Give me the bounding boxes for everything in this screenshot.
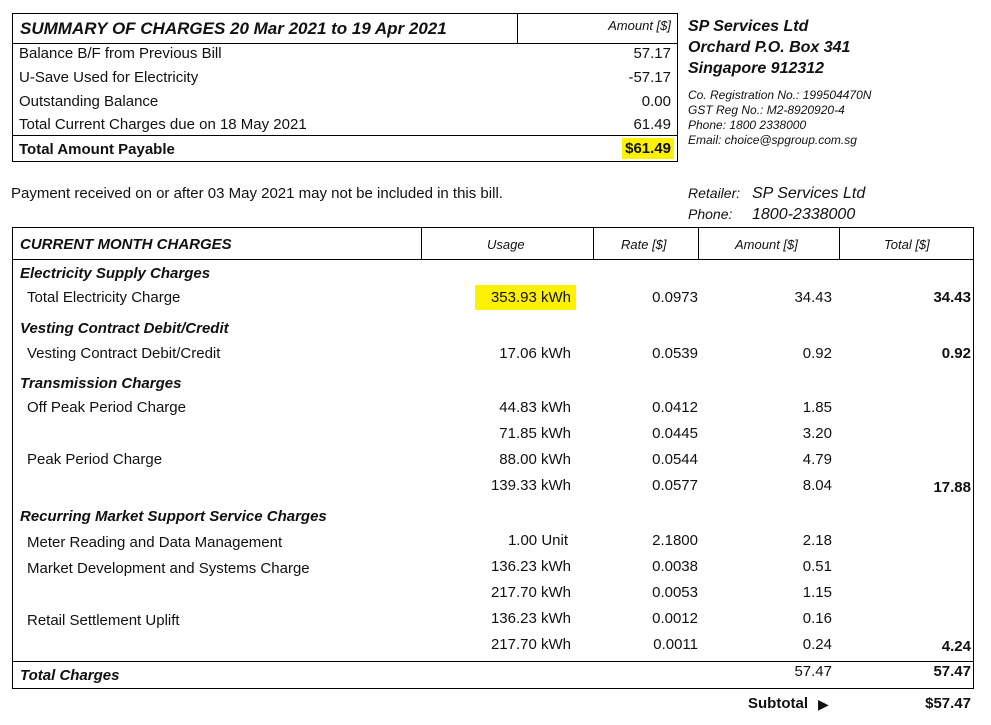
row-usage: 217.70 kWh xyxy=(490,584,571,601)
row-rate: 0.0011 xyxy=(653,636,698,653)
usage-header: Usage xyxy=(487,237,525,252)
summary-row-label: Total Current Charges due on 18 May 2021 xyxy=(19,116,307,133)
summary-box xyxy=(12,13,678,162)
table-row xyxy=(0,425,991,447)
row-usage: 139.33 kWh xyxy=(490,477,571,494)
row-rate: 0.0577 xyxy=(652,477,698,494)
row-label: Off Peak Period Charge xyxy=(27,399,186,416)
summary-row-value: -57.17 xyxy=(628,69,671,86)
row-rate: 0.0053 xyxy=(652,584,698,601)
row-usage: 44.83 kWh xyxy=(499,399,571,416)
charges-title: CURRENT MONTH CHARGES xyxy=(20,236,232,253)
summary-row-value: 61.49 xyxy=(633,116,671,133)
row-amount: 3.20 xyxy=(802,425,832,442)
row-rate: 2.1800 xyxy=(652,532,698,549)
summary-title: SUMMARY OF CHARGES 20 Mar 2021 to 19 Apr 2021 xyxy=(20,19,447,38)
table-row xyxy=(0,610,991,632)
row-rate: 0.0012 xyxy=(652,610,698,627)
summary-row-value: 57.17 xyxy=(633,45,671,62)
retailer-value: SP Services Ltd xyxy=(752,185,866,202)
row-rate: 0.0973 xyxy=(652,289,698,306)
subtotal-row xyxy=(0,695,991,717)
row-usage: 17.06 kWh xyxy=(499,345,571,362)
company-gst: GST Reg No.: M2-8920920-4 xyxy=(688,103,845,117)
subtotal-value: $57.47 xyxy=(925,695,971,712)
total-charges-row xyxy=(0,663,991,685)
row-label: Total Electricity Charge xyxy=(27,289,181,306)
payment-notice: Payment received on or after 03 May 2021 may not be included in this bill. xyxy=(11,185,503,202)
company-info xyxy=(688,16,871,148)
row-rate: 0.0539 xyxy=(652,345,698,362)
total-col-header: Total [$] xyxy=(884,237,930,252)
subtotal-arrow-icon: ▶ xyxy=(818,696,829,712)
row-label: Vesting Contract Debit/Credit xyxy=(27,345,221,362)
row-label: Market Development and Systems Charge xyxy=(27,560,310,577)
row-amount: 34.43 xyxy=(794,289,832,306)
amount-header: Amount [$] xyxy=(608,18,671,33)
row-usage: 136.23 kWh xyxy=(490,610,571,627)
table-row xyxy=(0,532,991,554)
row-total: 17.88 xyxy=(933,479,971,496)
company-phone: Phone: 1800 2338000 xyxy=(688,118,807,132)
total-payable-value: $61.49 xyxy=(622,138,674,159)
row-amount: 0.16 xyxy=(802,610,832,627)
total-payable-label: Total Amount Payable xyxy=(19,141,175,158)
total-charges-label: Total Charges xyxy=(20,667,120,684)
summary-row-value: 0.00 xyxy=(641,93,671,110)
row-total: 34.43 xyxy=(933,289,971,306)
row-rate: 0.0544 xyxy=(652,451,698,468)
row-amount: 8.04 xyxy=(802,477,832,494)
row-usage: 1.00 Unit xyxy=(507,532,568,549)
row-amount: 2.18 xyxy=(802,532,832,549)
section-title-electricity: Electricity Supply Charges xyxy=(20,265,211,282)
row-rate: 0.0445 xyxy=(652,425,698,442)
row-amount: 1.85 xyxy=(802,399,832,416)
table-row xyxy=(0,636,991,658)
table-row xyxy=(0,477,991,499)
company-address-line: Singapore 912312 xyxy=(688,60,825,77)
row-amount: 0.92 xyxy=(802,345,832,362)
row-amount: 1.15 xyxy=(802,584,832,601)
section-title-market: Recurring Market Support Service Charges xyxy=(20,508,327,525)
section-title-vesting: Vesting Contract Debit/Credit xyxy=(20,320,229,337)
table-row xyxy=(0,399,991,421)
summary-row-label: Outstanding Balance xyxy=(19,93,159,110)
retailer-phone-label: Phone: xyxy=(688,206,733,222)
row-total: 4.24 xyxy=(941,638,971,655)
section-title-transmission: Transmission Charges xyxy=(20,375,182,392)
row-usage: 71.85 kWh xyxy=(499,425,571,442)
row-label: Meter Reading and Data Management xyxy=(27,534,283,551)
rate-header: Rate [$] xyxy=(621,237,667,252)
row-rate: 0.0038 xyxy=(652,558,698,575)
row-amount: 0.51 xyxy=(802,558,832,575)
company-address-line: Orchard P.O. Box 341 xyxy=(688,39,851,56)
retailer-info xyxy=(688,183,865,225)
company-name: SP Services Ltd xyxy=(688,18,809,35)
table-row xyxy=(0,289,991,311)
row-amount: 4.79 xyxy=(802,451,832,468)
row-usage: 353.93 kWh xyxy=(475,285,576,310)
company-email: Email: choice@spgroup.com.sg xyxy=(688,133,857,147)
company-reg: Co. Registration No.: 199504470N xyxy=(688,88,872,102)
summary-row-label: Balance B/F from Previous Bill xyxy=(19,45,222,62)
retailer-phone-value: 1800-2338000 xyxy=(752,206,856,223)
row-label: Retail Settlement Uplift xyxy=(27,612,180,629)
summary-row-label: U-Save Used for Electricity xyxy=(19,69,199,86)
total-charges-amount: 57.47 xyxy=(794,663,832,680)
amount-col-header: Amount [$] xyxy=(735,237,798,252)
table-row xyxy=(0,584,991,606)
subtotal-label: Subtotal xyxy=(748,695,808,712)
row-usage: 136.23 kWh xyxy=(490,558,571,575)
total-charges-total: 57.47 xyxy=(933,663,971,680)
table-row xyxy=(0,451,991,473)
row-amount: 0.24 xyxy=(802,636,832,653)
table-row xyxy=(0,558,991,580)
row-total: 0.92 xyxy=(941,345,971,362)
row-rate: 0.0412 xyxy=(652,399,698,416)
retailer-label: Retailer: xyxy=(688,185,741,201)
table-row xyxy=(0,345,991,367)
row-usage: 88.00 kWh xyxy=(499,451,571,468)
row-usage: 217.70 kWh xyxy=(490,636,571,653)
row-label: Peak Period Charge xyxy=(27,451,163,468)
